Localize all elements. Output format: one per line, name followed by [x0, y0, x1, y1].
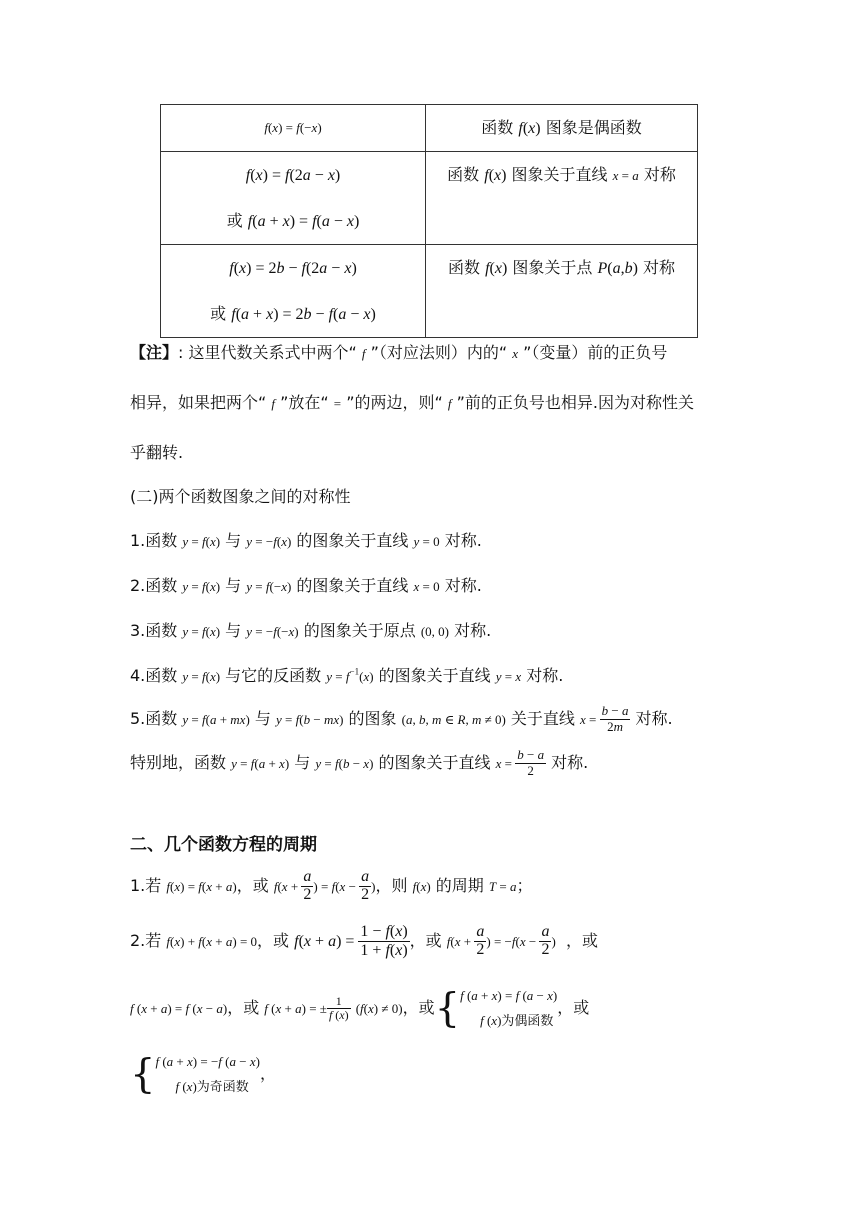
table-cell-conclusion: 函数 f(x) 图象是偶函数	[426, 105, 698, 152]
table-cell-conclusion: 函数 f(x) 图象关于直线 x = a 对称	[426, 152, 698, 245]
list-item: 1.若 f(x) = f(x + a)，或 f(x + $\frac{a}{2}$ ) = f(x − $\frac{a}{2}$ )，则 f(x) 的周期 T = a；	[130, 868, 533, 903]
list-item: 2.若 f(x) + f(x + a) = 0，或 f(x + a) = $\frac{1 - f(x)}{1 + f(x)}$ ，或 f(x + $\frac{a}{2}$ ) = −f(x − $\frac{a}{2}$ ) ，或	[130, 923, 598, 959]
list-item: f (x + a) = f (x − a)，或 f (x + a) = ± $\frac{1}{f (x)}$ (f(x) ≠ 0)，或{ f (a + x) = f (a − x) f (x)为偶函数 ，或	[130, 985, 590, 1032]
section-title: (二)两个函数图象之间的对称性	[130, 487, 351, 506]
table-row	[161, 152, 698, 245]
table-cell-condition: f(x) = f(−x)	[161, 105, 426, 152]
table-row	[161, 105, 698, 152]
list-item: 2.函数 y = f(x) 与 y = f(−x) 的图象关于直线 x = 0 对称.	[130, 576, 482, 595]
list-item: { f (a + x) = −f (a − x) f (x)为奇函数 ，	[130, 1051, 276, 1098]
even-function-label: 为偶函数	[501, 1013, 554, 1029]
list-item: 3.函数 y = f(x) 与 y = −f(−x) 的图象关于原点 (0, 0) 对称.	[130, 621, 492, 640]
table-cell-conclusion: 函数 f(x) 图象关于点 P(a,b) 对称	[426, 245, 698, 338]
list-item: 特别地，函数 y = f(a + x) 与 y = f(b − x) 的图象关于直线 x = $\frac{b - a}{2}$ 对称.	[130, 747, 589, 778]
list-item: 5.函数 y = f(a + mx) 与 y = f(b − mx) 的图象 (a, b, m ∈ R, m ≠ 0) 关于直线 x = $\frac{b - a}{2m}$ 对称.	[130, 703, 673, 734]
table-cell-condition: f(x) = 2b − f(2a − x) 或 f(a + x) = 2b − f(a − x)	[161, 245, 426, 338]
list-item: 1.函数 y = f(x) 与 y = −f(x) 的图象关于直线 y = 0 对称.	[130, 531, 482, 550]
odd-function-label: 为奇函数	[196, 1079, 249, 1095]
section-heading: 二、几个函数方程的周期	[130, 835, 317, 855]
symmetry-table	[160, 104, 698, 338]
list-item: 4.函数 y = f(x) 与它的反函数 $y = f^{-1}(x)$ 的图象关于直线 y = x 对称.	[130, 666, 564, 685]
note-line-1: 【注】: 这里代数关系式中两个“ f ”（对应法则）内的“ x ”（变量）前的正负号	[130, 343, 668, 362]
note-line-3: 乎翻转.	[130, 443, 184, 462]
note-line-2: 相异，如果把两个“ f ”放在“ = ”的两边，则“ f ”前的正负号也相异.因为对称性关	[130, 393, 694, 412]
table-cell-condition: f(x) = f(2a − x) 或 f(a + x) = f(a − x)	[161, 152, 426, 245]
table-row	[161, 245, 698, 338]
